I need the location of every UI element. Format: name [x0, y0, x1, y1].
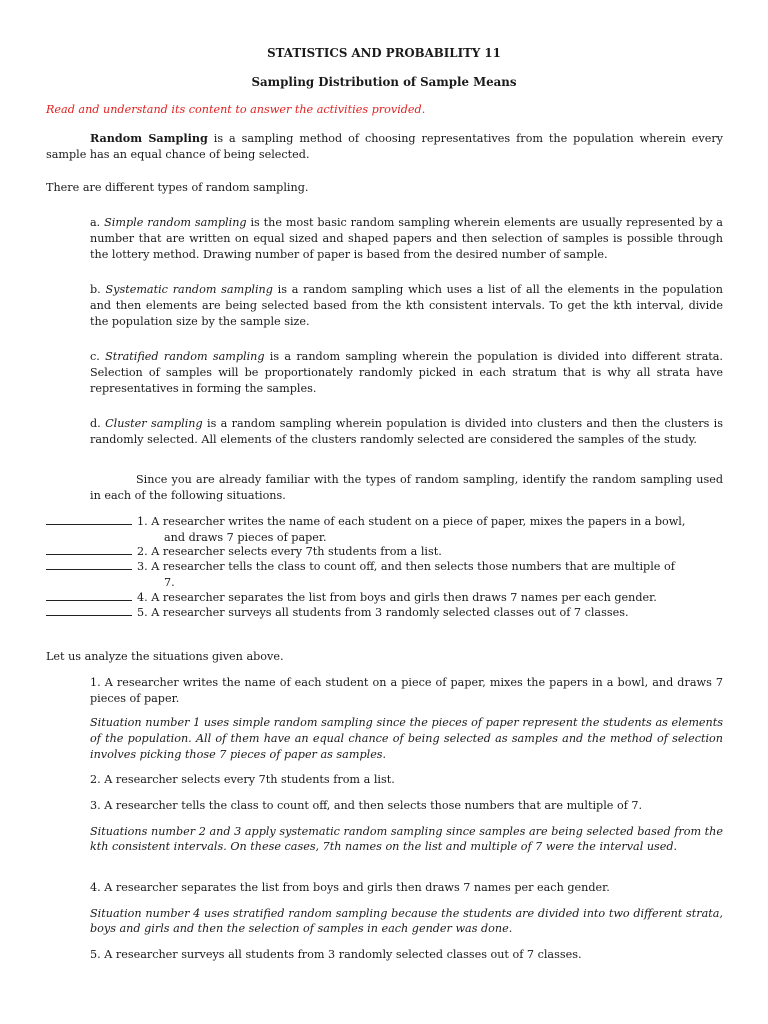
- type-c-paragraph: [90, 349, 723, 397]
- activity-item-4: [46, 590, 726, 606]
- type-c-term: Stratified random sampling: [105, 350, 265, 363]
- type-a-text: is the most basic random sampling wherein elements are usually represented by a number that are written on equal sized and shaped papers and then selection of samples is possible through the lottery method. Drawing number of paper is based from the desired number of sample.: [90, 216, 723, 261]
- type-d-term: Cluster sampling: [105, 417, 203, 430]
- analysis-explanation-23: Situations number 2 and 3 apply systematic random sampling since samples are being selected based from the kth consistent intervals. On these cases, 7th names on the list and multiple of 7 were the interval used.: [90, 825, 723, 853]
- type-a-term: Simple random sampling: [104, 216, 247, 229]
- type-c-prefix: c.: [90, 350, 106, 363]
- activity-item-5-text: 5. A researcher surveys all students from 3 randomly selected classes out of 7 classes.: [137, 606, 629, 619]
- activity-item-4-text: 4. A researcher separates the list from boys and girls then draws 7 names per each gender.: [137, 591, 657, 604]
- answer-blank-5[interactable]: [46, 605, 132, 616]
- type-b-prefix: b.: [90, 283, 106, 296]
- intro-paragraph: [46, 130, 723, 163]
- activity-item-1-text: 1. A researcher writes the name of each student on a piece of paper, mixes the papers in a bowl,: [137, 515, 686, 528]
- type-d-paragraph: [90, 416, 723, 447]
- activity-item-1-cont: and draws 7 pieces of paper.: [164, 530, 327, 544]
- instruction-text: Read and understand its content to answer the activities provided.: [46, 103, 426, 116]
- activity-item-2: [46, 544, 726, 560]
- answer-blank-1[interactable]: [46, 514, 132, 525]
- type-a-prefix: a.: [90, 216, 105, 229]
- activity-item-3-cont: 7.: [164, 575, 175, 589]
- activity-item-3-text: 3. A researcher tells the class to count off, and then selects those numbers that are multiple of: [137, 560, 675, 573]
- analysis-situation-5: 5. A researcher surveys all students from 3 randomly selected classes out of 7 classes.: [90, 948, 582, 961]
- activity-item-1: [46, 514, 726, 545]
- intro-text: is a sampling method of choosing representatives from the population wherein every sample has an equal chance of being selected.: [46, 132, 723, 161]
- activity-item-3: [46, 559, 726, 590]
- intro-term: Random Sampling: [90, 131, 208, 145]
- type-c-text: is a random sampling wherein the population is divided into different strata. Selection of samples will be proportionately randomly picked in each stratum that is why all strata have representatives in forming the samples.: [90, 350, 723, 395]
- type-b-paragraph: [90, 282, 723, 330]
- analysis-situation-4: 4. A researcher separates the list from boys and girls then draws 7 names per each gender.: [90, 881, 610, 894]
- type-b-text: is a random sampling which uses a list of all the elements in the population and then elements are being selected based from the kth consistent intervals. To get the kth interval, divide the population size by the sample size.: [90, 283, 723, 328]
- types-intro: There are different types of random sampling.: [46, 181, 309, 194]
- analysis-explanation-1: Situation number 1 uses simple random sampling since the pieces of paper represent the students as elements of the population. All of them have an equal chance of being selected as samples and the method of selection involves picking those 7 pieces of paper as samples.: [90, 716, 723, 761]
- activity-item-2-text: 2. A researcher selects every 7th students from a list.: [137, 545, 442, 558]
- type-d-text: is a random sampling wherein population is divided into clusters and then the clusters is randomly selected. All elements of the clusters randomly selected are considered the samples of the study.: [90, 417, 724, 446]
- lesson-title: Sampling Distribution of Sample Means: [251, 75, 517, 89]
- analysis-explanation-4: Situation number 4 uses stratified random sampling because the students are divided into two different strata, boys and girls and then the selection of samples in each gender was done.: [90, 907, 723, 935]
- activity-intro: Since you are already familiar with the types of random sampling, identify the random sampling used in each of the following situations.: [90, 473, 723, 502]
- analysis-situation-2: 2. A researcher selects every 7th students from a list.: [90, 773, 395, 786]
- activity-item-5: [46, 605, 726, 621]
- answer-blank-4[interactable]: [46, 590, 132, 601]
- answer-blank-3[interactable]: [46, 559, 132, 570]
- analysis-situation-3: 3. A researcher tells the class to count off, and then selects those numbers that are multiple of 7.: [90, 799, 643, 812]
- type-a-paragraph: [90, 215, 723, 263]
- type-b-term: Systematic random sampling: [105, 283, 273, 296]
- course-title: STATISTICS AND PROBABILITY 11: [267, 46, 501, 60]
- type-d-prefix: d.: [90, 417, 106, 430]
- answer-blank-2[interactable]: [46, 544, 132, 555]
- analysis-situation-1: 1. A researcher writes the name of each student on a piece of paper, mixes the papers in a bowl, and draws 7 pieces of paper.: [90, 676, 723, 705]
- analysis-intro: Let us analyze the situations given above.: [46, 650, 284, 663]
